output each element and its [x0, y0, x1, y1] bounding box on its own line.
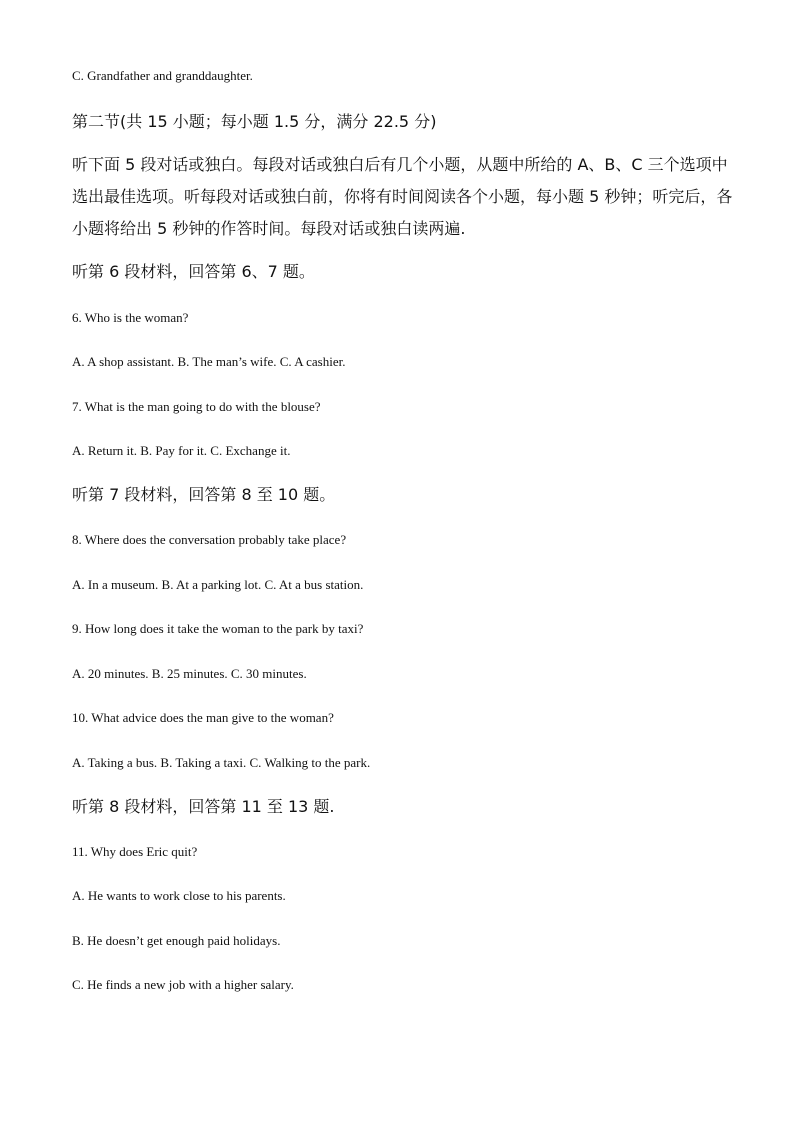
question-10-options: A. Taking a bus. B. Taking a taxi. C. Walking to the park. — [72, 755, 371, 770]
instructions-line-3: 小题将给出 5 秒钟的作答时间。每段对话或独白读两遍. — [72, 219, 466, 238]
instructions-line-2: 选出最佳选项。听每段对话或独白前，你将有时间阅读各个小题，每小题 5 秒钟；听完后，各 — [72, 187, 733, 206]
question-11: 11. Why does Eric quit? — [72, 844, 198, 859]
question-10: 10. What advice does the man give to the woman? — [72, 710, 334, 725]
q5-option-c: C. Grandfather and granddaughter. — [72, 68, 253, 83]
question-7: 7. What is the man going to do with the blouse? — [72, 399, 321, 414]
question-11-option-c: C. He finds a new job with a higher salary. — [72, 977, 294, 992]
question-8: 8. Where does the conversation probably take place? — [72, 532, 347, 547]
instructions-line-1: 听下面 5 段对话或独白。每段对话或独白后有几个小题，从题中所给的 A、B、C 三个选项中 — [72, 155, 728, 174]
question-11-option-a: A. He wants to work close to his parents. — [72, 888, 286, 903]
question-9: 9. How long does it take the woman to the park by taxi? — [72, 621, 364, 636]
question-8-options: A. In a museum. B. At a parking lot. C. At a bus station. — [72, 577, 364, 592]
question-6-options: A. A shop assistant. B. The man’s wife. C. A cashier. — [72, 354, 346, 369]
question-11-option-b: B. He doesn’t get enough paid holidays. — [72, 933, 281, 948]
question-9-options: A. 20 minutes. B. 25 minutes. C. 30 minutes. — [72, 666, 307, 681]
question-6: 6. Who is the woman? — [72, 310, 189, 325]
section-heading: 第二节(共 15 小题；每小题 1.5 分，满分 22.5 分) — [72, 112, 437, 131]
material-6-heading: 听第 6 段材料，回答第 6、7 题。 — [72, 262, 315, 281]
question-7-options: A. Return it. B. Pay for it. C. Exchange it. — [72, 443, 291, 458]
material-7-heading: 听第 7 段材料，回答第 8 至 10 题。 — [72, 485, 336, 504]
material-8-heading: 听第 8 段材料，回答第 11 至 13 题. — [72, 797, 335, 816]
